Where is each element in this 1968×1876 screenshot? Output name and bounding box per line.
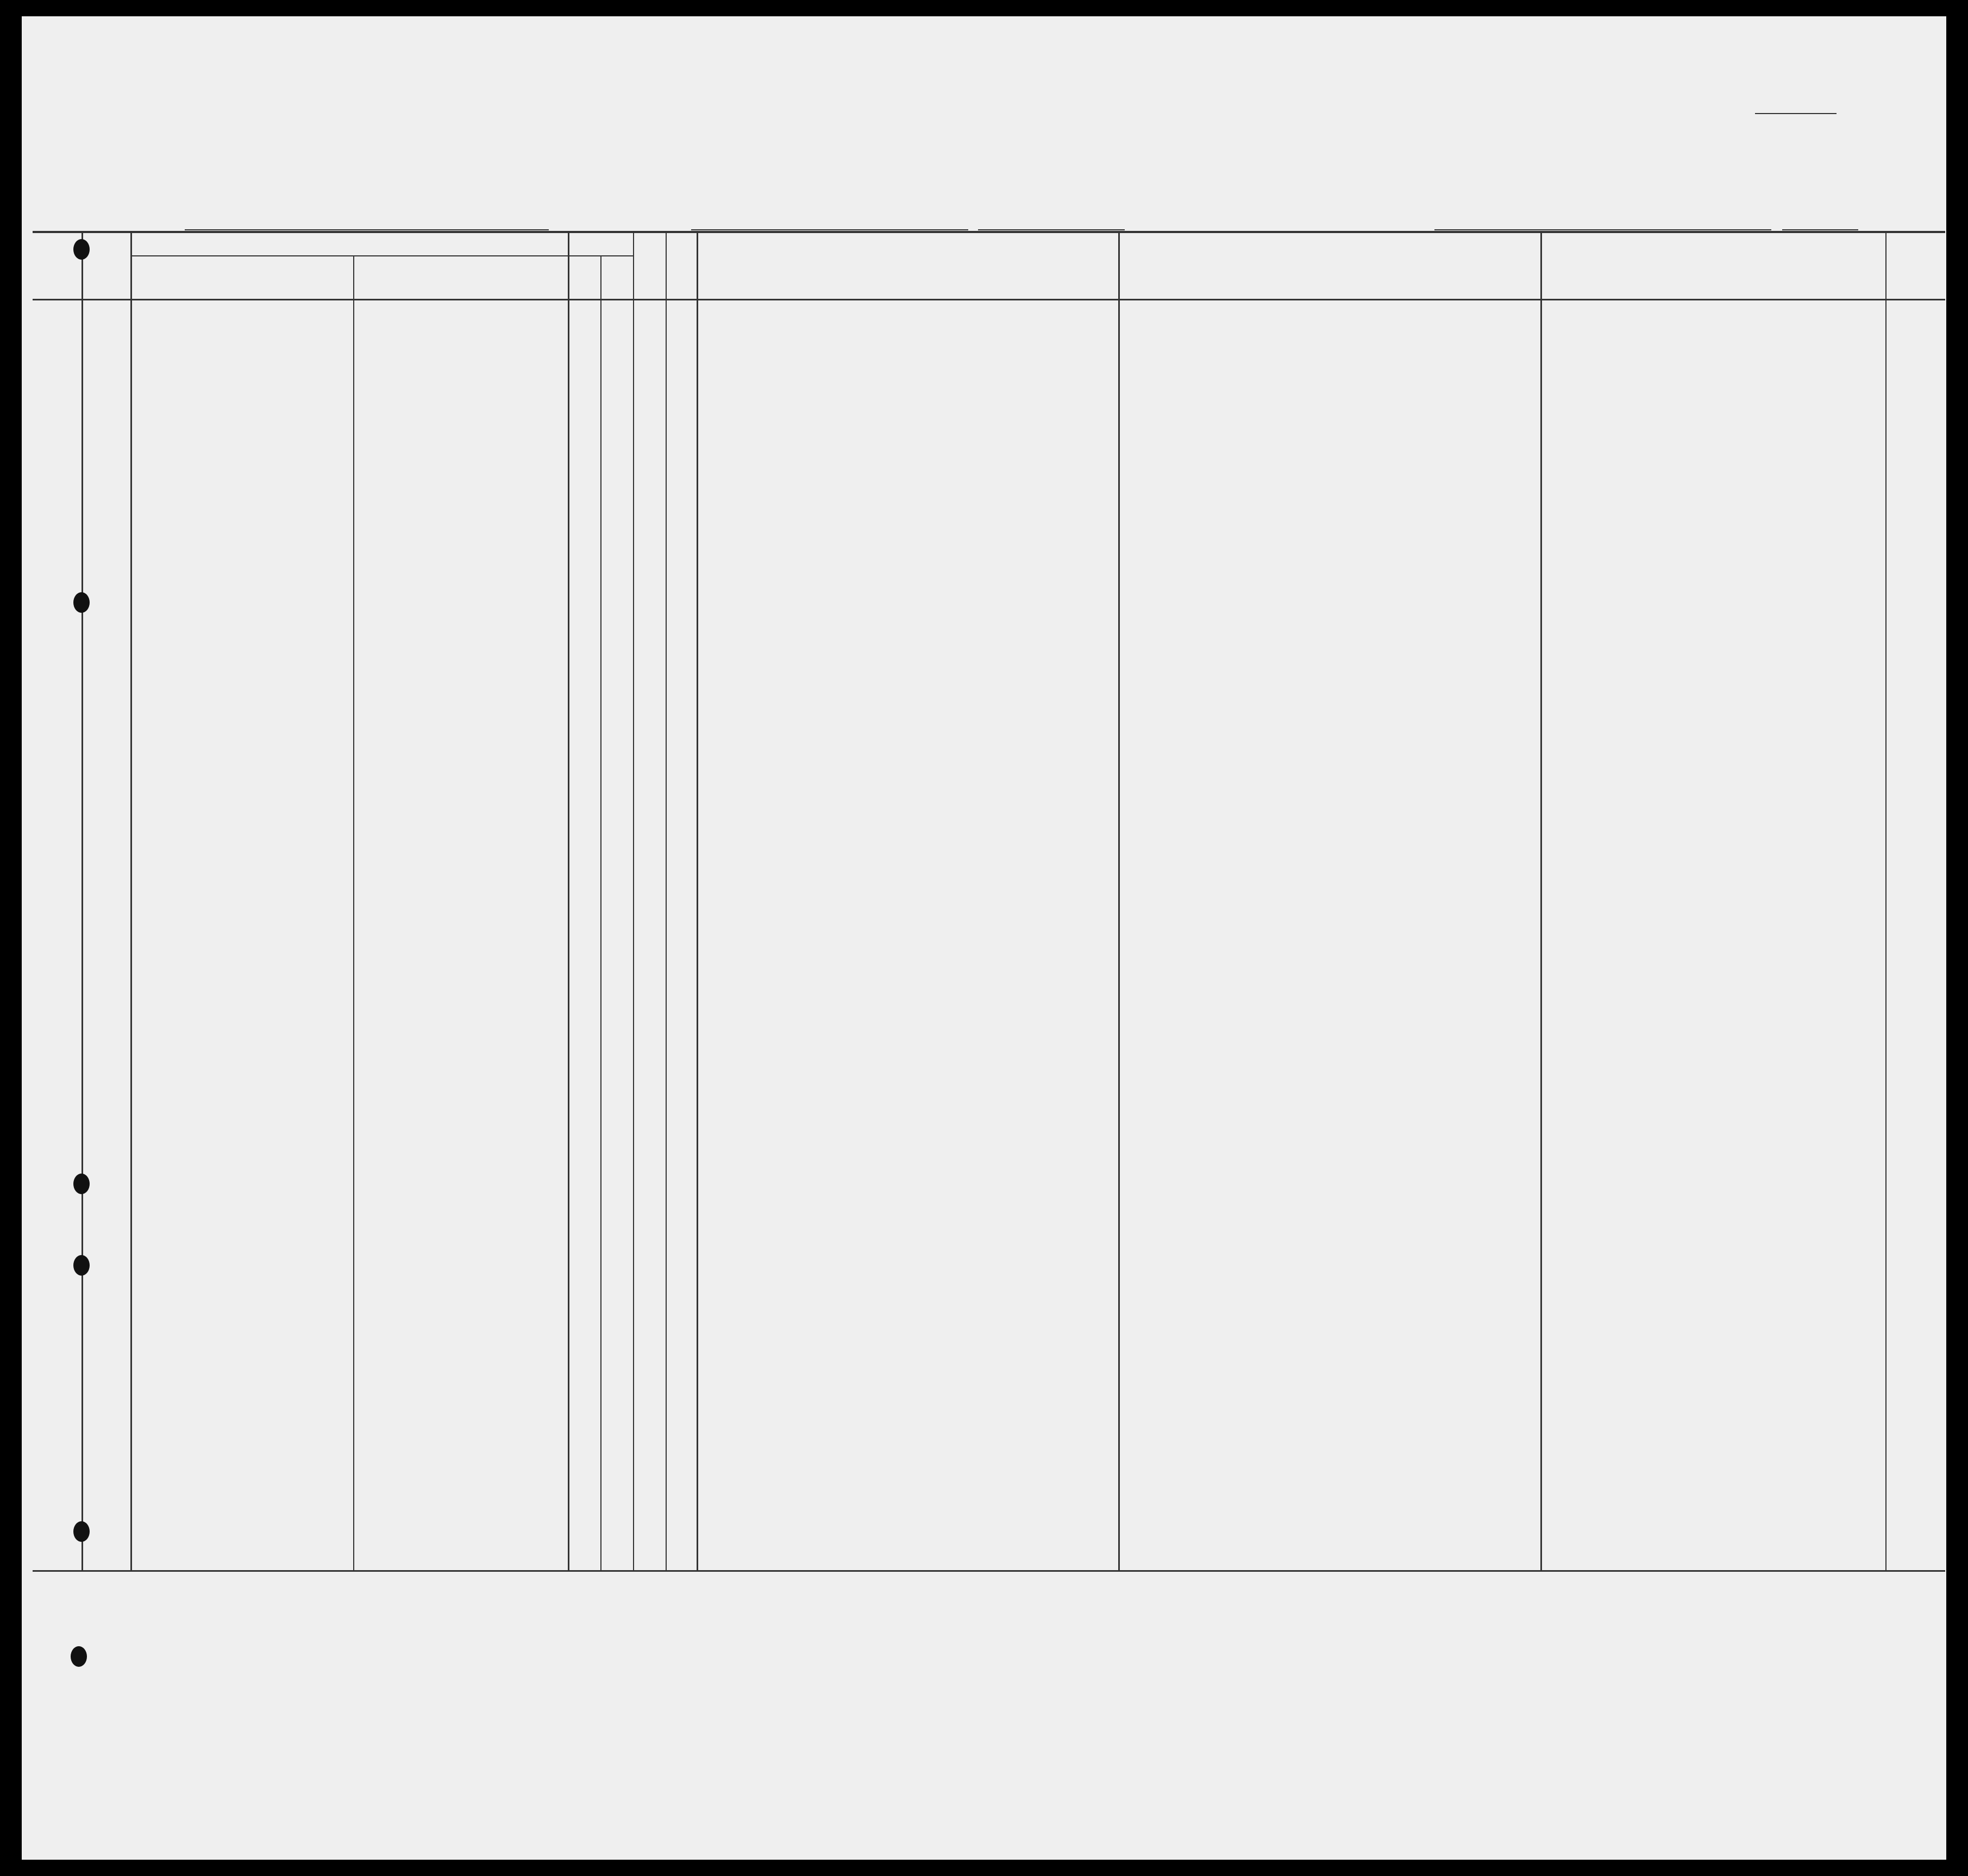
col-line-yrs: [600, 255, 601, 1570]
ship-underline: [185, 229, 549, 230]
table-bottom-border: [33, 1570, 1945, 1572]
binder-hole: [73, 1521, 90, 1542]
year2-underline: [1782, 229, 1858, 230]
sail-date-underline: [978, 229, 1125, 230]
binder-hole: [73, 1255, 90, 1276]
col-line-sex: [666, 231, 667, 1570]
binder-hole: [71, 1646, 87, 1667]
col-line-no: [130, 231, 132, 1570]
col-line-birth: [1118, 231, 1120, 1570]
name-header-divider: [130, 255, 586, 256]
number-underline: [1755, 113, 1837, 114]
arrival-underline: [1434, 229, 1771, 230]
col-line-mos: [633, 231, 634, 1570]
sailing-underline: [691, 229, 968, 230]
table-top-border: [33, 231, 1945, 233]
header-bottom-border: [33, 299, 1945, 300]
age-header-divider: [569, 255, 634, 256]
col-line-marital: [697, 231, 698, 1570]
manifest-sheet: [22, 16, 1946, 1860]
col-line-given: [568, 231, 569, 1570]
col-line-naturalized: [1540, 231, 1542, 1570]
binder-hole: [73, 239, 90, 260]
col-line-address: [1885, 231, 1886, 1570]
col-line-margin: [82, 231, 83, 1570]
binder-hole: [73, 1174, 90, 1194]
binder-hole: [73, 592, 90, 613]
col-line-family: [353, 255, 354, 1570]
